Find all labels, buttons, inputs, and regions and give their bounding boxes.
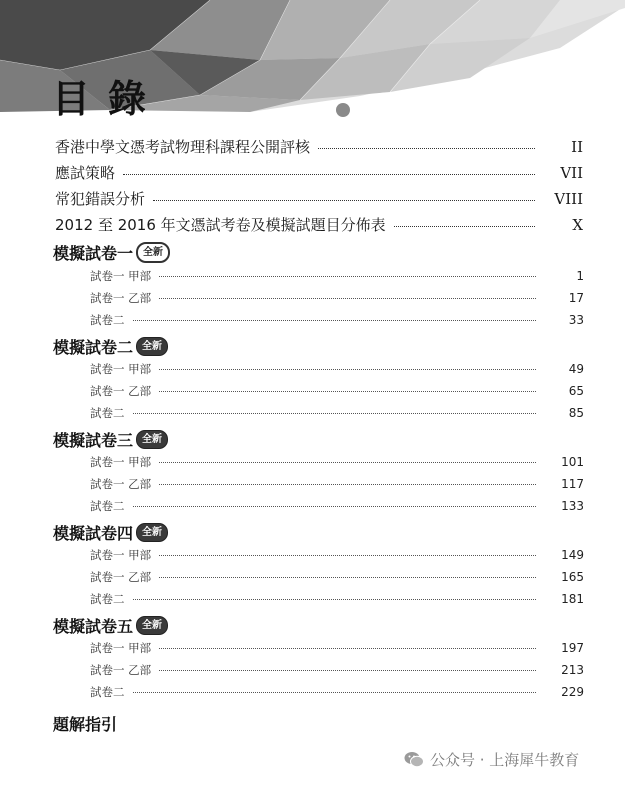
toc-sub-entry[interactable]: [90, 684, 584, 700]
dot-leader: [159, 369, 536, 370]
section-heading-guide[interactable]: 題解指引: [53, 715, 118, 734]
section-heading[interactable]: [53, 241, 170, 264]
decorative-dot: [336, 103, 350, 117]
toc-sub-entry[interactable]: [90, 476, 584, 492]
toc-page-number: 213: [561, 663, 584, 677]
toc-sub-entry[interactable]: [90, 591, 584, 607]
wechat-icon: [404, 751, 424, 768]
section-title: 模擬試卷四: [53, 524, 134, 543]
toc-page-number: 133: [561, 499, 584, 513]
toc-page-number: 149: [561, 548, 584, 562]
new-badge: 全新: [136, 616, 168, 635]
toc-sub-entry[interactable]: [90, 547, 584, 563]
toc-page-number: 85: [568, 406, 584, 420]
toc-sub-entry[interactable]: [90, 454, 584, 470]
toc-sub-entry[interactable]: [90, 405, 584, 421]
toc-entry-label: 試卷一 甲部: [90, 455, 152, 469]
toc-page-number: 197: [561, 641, 584, 655]
toc-sub-entry[interactable]: [90, 640, 584, 656]
toc-sub-entry[interactable]: [90, 569, 584, 585]
toc-entry-label: 試卷一 乙部: [90, 570, 152, 584]
toc-sub-entry[interactable]: [90, 312, 584, 328]
dot-leader: [159, 298, 536, 299]
toc-entry-label: 試卷一 乙部: [90, 291, 152, 305]
toc-entry-label: 2012 至 2016 年文憑試考卷及模擬試題目分佈表: [55, 216, 386, 234]
toc-sub-entry[interactable]: [90, 268, 584, 284]
new-badge: 全新: [136, 430, 168, 449]
toc-sub-entry[interactable]: [90, 361, 584, 377]
toc-sub-entry[interactable]: [90, 498, 584, 514]
toc-sub-entry[interactable]: [90, 290, 584, 306]
toc-page-number: 33: [568, 313, 584, 327]
page-title: 目錄: [52, 77, 165, 121]
toc-page-number: VII: [560, 164, 583, 182]
toc-sub-entry[interactable]: [90, 662, 584, 678]
toc-entry-label: 試卷二: [90, 685, 125, 699]
toc-entry[interactable]: [55, 136, 583, 157]
dot-leader: [159, 648, 536, 649]
new-badge: 全新: [136, 242, 170, 263]
dot-leader: [159, 577, 536, 578]
dot-leader: [133, 599, 537, 600]
toc-sub-entry[interactable]: [90, 383, 584, 399]
dot-leader: [133, 320, 537, 321]
toc-entry-label: 試卷一 乙部: [90, 477, 152, 491]
dot-leader: [133, 413, 537, 414]
toc-entry-label: 試卷一 甲部: [90, 362, 152, 376]
toc-entry-label: 試卷二: [90, 313, 125, 327]
toc-entry[interactable]: [55, 214, 583, 235]
toc-page-number: 229: [561, 685, 584, 699]
toc-page-number: 117: [561, 477, 584, 491]
section-title: 模擬試卷五: [53, 617, 134, 636]
dot-leader: [159, 391, 536, 392]
toc-entry[interactable]: [55, 188, 583, 209]
dot-leader: [133, 692, 537, 693]
toc-page-number: 49: [568, 362, 584, 376]
section-heading[interactable]: [53, 428, 168, 451]
dot-leader: [123, 174, 535, 175]
watermark: [404, 749, 579, 770]
new-badge: 全新: [136, 523, 168, 542]
toc-page-number: II: [571, 138, 583, 156]
toc-page-number: X: [572, 216, 583, 234]
toc-entry-label: 香港中學文憑考試物理科課程公開評核: [55, 138, 311, 156]
section-heading[interactable]: [53, 614, 168, 637]
dot-leader: [159, 462, 536, 463]
dot-leader: [159, 555, 536, 556]
toc-entry-label: 應試策略: [55, 164, 116, 182]
dot-leader: [159, 670, 536, 671]
dot-leader: [159, 276, 536, 277]
toc-entry-label: 試卷一 乙部: [90, 663, 152, 677]
toc-entry-label: 試卷二: [90, 592, 125, 606]
toc-entry-label: 試卷一 甲部: [90, 548, 152, 562]
toc-page-number: 1: [576, 269, 584, 283]
toc-page-number: 165: [561, 570, 584, 584]
section-title: 模擬試卷二: [53, 338, 134, 357]
toc-entry-label: 試卷二: [90, 499, 125, 513]
toc-entry-label: 試卷一 乙部: [90, 384, 152, 398]
toc-page-number: 17: [568, 291, 584, 305]
toc-entry-label: 試卷一 甲部: [90, 269, 152, 283]
section-heading[interactable]: [53, 521, 168, 544]
dot-leader: [153, 200, 535, 201]
section-title: 模擬試卷一: [53, 244, 134, 263]
toc-page-number: 65: [568, 384, 584, 398]
toc-entry-label: 常犯錯誤分析: [55, 190, 146, 208]
section-title: 模擬試卷三: [53, 431, 134, 450]
dot-leader: [318, 148, 535, 149]
section-heading[interactable]: [53, 335, 168, 358]
dot-leader: [133, 506, 537, 507]
toc-page-number: 181: [561, 592, 584, 606]
dot-leader: [394, 226, 535, 227]
dot-leader: [159, 484, 536, 485]
toc-page-number: 101: [561, 455, 584, 469]
toc-entry[interactable]: [55, 162, 583, 183]
new-badge: 全新: [136, 337, 168, 356]
toc-entry-label: 試卷二: [90, 406, 125, 420]
toc-page-number: VIII: [554, 190, 583, 208]
watermark-text: 公众号 · 上海犀牛教育: [430, 751, 580, 769]
toc-entry-label: 試卷一 甲部: [90, 641, 152, 655]
